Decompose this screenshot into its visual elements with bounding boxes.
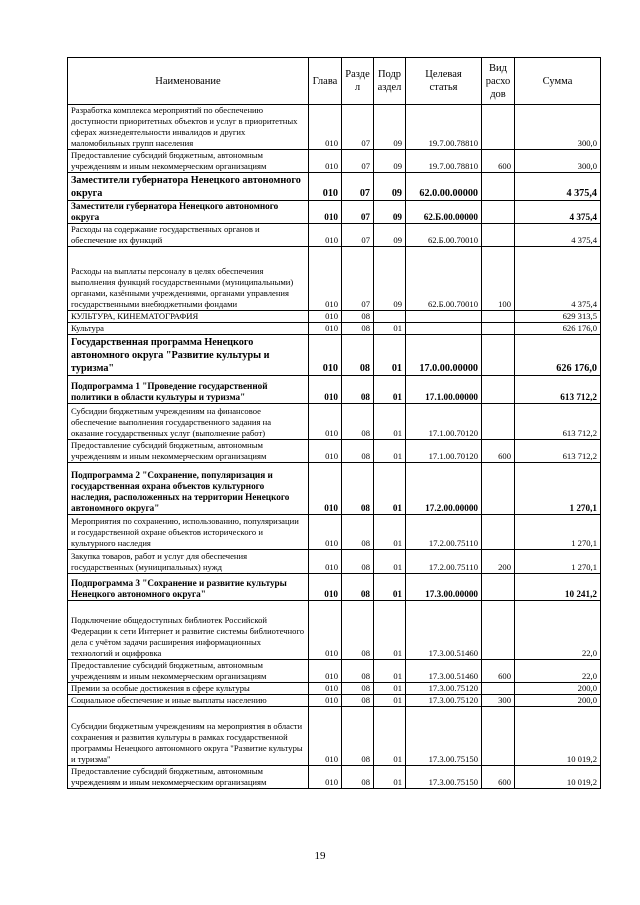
table-row: [68, 440, 601, 463]
cell-target: 17.2.00.00000: [406, 463, 482, 515]
table-row: [68, 683, 601, 695]
cell-target: 17.1.00.70120: [406, 440, 482, 463]
cell-sum: 613 712,2: [515, 404, 601, 440]
cell-podrazdel: 01: [374, 574, 406, 601]
cell-vid: [482, 574, 515, 601]
cell-podrazdel: 01: [374, 463, 406, 515]
cell-vid: [482, 335, 515, 376]
cell-razdel: 08: [342, 707, 374, 766]
table-row: [68, 695, 601, 707]
cell-sum: 4 375,4: [515, 224, 601, 247]
cell-podrazdel: 01: [374, 440, 406, 463]
cell-sum: 10 019,2: [515, 707, 601, 766]
cell-target: 17.3.00.00000: [406, 574, 482, 601]
cell-name: Заместители губернатора Ненецкого автономного округа: [68, 173, 309, 201]
column-header-glava: Глава: [309, 58, 342, 105]
cell-name: Подключение общедоступных библиотек Российской Федерации к сети Интернет и развитие системы библиотечного дела с учётом задачи расширения информационных технологий и оцифровка: [68, 601, 309, 660]
table-row: [68, 515, 601, 550]
table-row: [68, 550, 601, 574]
cell-vid: [482, 683, 515, 695]
cell-vid: 600: [482, 440, 515, 463]
cell-razdel: 08: [342, 440, 374, 463]
cell-sum: 613 712,2: [515, 376, 601, 404]
column-header-target: Целевая статья: [406, 58, 482, 105]
cell-name: Подпрограмма 2 "Сохранение, популяризация и государственная охрана объектов культурного наследия, расположенных на территории Ненецкого автономного округа": [68, 463, 309, 515]
cell-vid: 100: [482, 247, 515, 311]
cell-vid: [482, 463, 515, 515]
cell-vid: [482, 201, 515, 224]
table-row: [68, 201, 601, 224]
cell-glava: 010: [309, 173, 342, 201]
cell-vid: [482, 404, 515, 440]
cell-podrazdel: 01: [374, 404, 406, 440]
cell-podrazdel: 09: [374, 224, 406, 247]
table-header: [68, 58, 601, 105]
cell-glava: 010: [309, 660, 342, 683]
cell-sum: 626 176,0: [515, 323, 601, 335]
cell-podrazdel: 01: [374, 683, 406, 695]
cell-podrazdel: 09: [374, 247, 406, 311]
cell-vid: [482, 601, 515, 660]
table-row: [68, 376, 601, 404]
cell-name: Расходы на содержание государственных органов и обеспечение их функций: [68, 224, 309, 247]
cell-name: Разработка комплекса мероприятий по обеспечению доступности приоритетных объектов и услуг в приоритетных сферах жизнедеятельности инвалидов и других маломобильных групп населения: [68, 105, 309, 150]
cell-podrazdel: 01: [374, 707, 406, 766]
cell-glava: 010: [309, 707, 342, 766]
cell-vid: [482, 224, 515, 247]
cell-sum: 4 375,4: [515, 201, 601, 224]
cell-razdel: 08: [342, 601, 374, 660]
cell-razdel: 08: [342, 463, 374, 515]
cell-name: Премии за особые достижения в сфере культуры: [68, 683, 309, 695]
column-header-name: Наименование: [68, 58, 309, 105]
cell-name: Предоставление субсидий бюджетным, автономным учреждениям и иным некоммерческим организациям: [68, 440, 309, 463]
cell-podrazdel: 09: [374, 201, 406, 224]
cell-razdel: 07: [342, 201, 374, 224]
cell-sum: 629 313,5: [515, 311, 601, 323]
page-number: 19: [314, 850, 326, 862]
cell-podrazdel: 01: [374, 335, 406, 376]
cell-sum: 613 712,2: [515, 440, 601, 463]
cell-target: 17.3.00.75150: [406, 766, 482, 789]
cell-glava: 010: [309, 683, 342, 695]
cell-vid: [482, 376, 515, 404]
cell-sum: 1 270,1: [515, 463, 601, 515]
cell-glava: 010: [309, 766, 342, 789]
cell-razdel: 08: [342, 323, 374, 335]
table-row: [68, 660, 601, 683]
cell-glava: 010: [309, 376, 342, 404]
cell-glava: 010: [309, 150, 342, 173]
cell-name: Подпрограмма 1 "Проведение государственной политики в области культуры и туризма": [68, 376, 309, 404]
cell-target: [406, 323, 482, 335]
cell-target: 17.2.00.75110: [406, 515, 482, 550]
cell-podrazdel: 01: [374, 515, 406, 550]
cell-glava: 010: [309, 201, 342, 224]
cell-name: Социальное обеспечение и иные выплаты населению: [68, 695, 309, 707]
cell-sum: 22,0: [515, 660, 601, 683]
cell-sum: 200,0: [515, 695, 601, 707]
cell-name: Мероприятия по сохранению, использованию, популяризации и государственной охране объектов исторического и культурного наследия: [68, 515, 309, 550]
cell-target: [406, 311, 482, 323]
cell-glava: 010: [309, 335, 342, 376]
budget-table: [67, 57, 601, 789]
cell-target: 19.7.00.78810: [406, 105, 482, 150]
cell-glava: 010: [309, 224, 342, 247]
cell-razdel: 08: [342, 335, 374, 376]
cell-vid: 200: [482, 550, 515, 574]
cell-glava: 010: [309, 440, 342, 463]
cell-vid: [482, 173, 515, 201]
table-row: [68, 463, 601, 515]
cell-target: 17.0.00.00000: [406, 335, 482, 376]
cell-glava: 010: [309, 601, 342, 660]
cell-razdel: 08: [342, 660, 374, 683]
cell-podrazdel: 09: [374, 105, 406, 150]
cell-target: 17.3.00.75120: [406, 695, 482, 707]
cell-target: 62.Б.00.70010: [406, 224, 482, 247]
cell-podrazdel: 01: [374, 550, 406, 574]
cell-vid: 600: [482, 660, 515, 683]
cell-name: Расходы на выплаты персоналу в целях обеспечения выполнения функций государственными (муниципальными) органами, казёнными учреждениями, органами управления государственными внебюджетными фондами: [68, 247, 309, 311]
cell-name: Культура: [68, 323, 309, 335]
cell-sum: 22,0: [515, 601, 601, 660]
cell-vid: 300: [482, 695, 515, 707]
cell-vid: [482, 707, 515, 766]
cell-razdel: 07: [342, 173, 374, 201]
cell-vid: [482, 323, 515, 335]
cell-name: Подпрограмма 3 "Сохранение и развитие культуры Ненецкого автономного округа": [68, 574, 309, 601]
cell-podrazdel: 01: [374, 766, 406, 789]
cell-sum: 626 176,0: [515, 335, 601, 376]
table-row: [68, 335, 601, 376]
cell-razdel: 08: [342, 695, 374, 707]
cell-podrazdel: 09: [374, 150, 406, 173]
column-header-vid: Вид расхо дов: [482, 58, 515, 105]
cell-razdel: 07: [342, 105, 374, 150]
cell-name: Предоставление субсидий бюджетным, автономным учреждениям и иным некоммерческим организациям: [68, 766, 309, 789]
cell-target: 17.1.00.00000: [406, 376, 482, 404]
cell-sum: 300,0: [515, 105, 601, 150]
cell-vid: 600: [482, 150, 515, 173]
cell-name: КУЛЬТУРА, КИНЕМАТОГРАФИЯ: [68, 311, 309, 323]
cell-target: 17.3.00.75150: [406, 707, 482, 766]
table-row: [68, 404, 601, 440]
cell-glava: 010: [309, 550, 342, 574]
cell-glava: 010: [309, 695, 342, 707]
cell-target: 19.7.00.78810: [406, 150, 482, 173]
table-row: [68, 247, 601, 311]
cell-podrazdel: 01: [374, 376, 406, 404]
table-row: [68, 323, 601, 335]
cell-name: Заместители губернатора Ненецкого автономного округа: [68, 201, 309, 224]
cell-name: Субсидии бюджетным учреждениям на мероприятия в области сохранения и развития культуры в рамках государственной программы Ненецкого автономного округа "Развитие культуры и туризма": [68, 707, 309, 766]
cell-glava: 010: [309, 105, 342, 150]
cell-glava: 010: [309, 515, 342, 550]
cell-name: Субсидии бюджетным учреждениям на финансовое обеспечение выполнения государственного задания на оказание государственных услуг (выполнение работ): [68, 404, 309, 440]
cell-target: 17.2.00.75110: [406, 550, 482, 574]
cell-podrazdel: 01: [374, 660, 406, 683]
cell-glava: 010: [309, 463, 342, 515]
cell-podrazdel: 09: [374, 173, 406, 201]
cell-vid: [482, 105, 515, 150]
table-row: [68, 707, 601, 766]
cell-razdel: 08: [342, 574, 374, 601]
column-header-podrazdel: Подр аздел: [374, 58, 406, 105]
table-row: [68, 766, 601, 789]
cell-target: 17.1.00.70120: [406, 404, 482, 440]
cell-razdel: 08: [342, 311, 374, 323]
cell-target: 17.3.00.51460: [406, 660, 482, 683]
cell-sum: 200,0: [515, 683, 601, 695]
cell-razdel: 08: [342, 683, 374, 695]
table-row: [68, 105, 601, 150]
cell-name: Предоставление субсидий бюджетным, автономным учреждениям и иным некоммерческим организациям: [68, 660, 309, 683]
cell-podrazdel: 01: [374, 323, 406, 335]
cell-glava: 010: [309, 323, 342, 335]
cell-sum: 4 375,4: [515, 247, 601, 311]
table-row: [68, 150, 601, 173]
cell-target: 17.3.00.75120: [406, 683, 482, 695]
table-row: [68, 574, 601, 601]
cell-target: 62.Б.00.00000: [406, 201, 482, 224]
cell-razdel: 08: [342, 550, 374, 574]
cell-razdel: 08: [342, 515, 374, 550]
cell-target: 62.0.00.00000: [406, 173, 482, 201]
cell-podrazdel: 01: [374, 601, 406, 660]
cell-podrazdel: 01: [374, 695, 406, 707]
cell-glava: 010: [309, 404, 342, 440]
cell-name: Закупка товаров, работ и услуг для обеспечения государственных (муниципальных) нужд: [68, 550, 309, 574]
cell-sum: 1 270,1: [515, 515, 601, 550]
cell-sum: 300,0: [515, 150, 601, 173]
cell-glava: 010: [309, 574, 342, 601]
cell-glava: 010: [309, 311, 342, 323]
cell-razdel: 08: [342, 766, 374, 789]
table-row: [68, 601, 601, 660]
cell-target: 17.3.00.51460: [406, 601, 482, 660]
cell-name: Предоставление субсидий бюджетным, автономным учреждениям и иным некоммерческим организациям: [68, 150, 309, 173]
cell-razdel: 07: [342, 224, 374, 247]
cell-vid: 600: [482, 766, 515, 789]
cell-razdel: 07: [342, 247, 374, 311]
cell-vid: [482, 515, 515, 550]
cell-sum: 10 241,2: [515, 574, 601, 601]
cell-glava: 010: [309, 247, 342, 311]
table-row: [68, 311, 601, 323]
table-row: [68, 224, 601, 247]
table-body: [68, 105, 601, 789]
cell-sum: 1 270,1: [515, 550, 601, 574]
cell-target: 62.Б.00.70010: [406, 247, 482, 311]
cell-razdel: 08: [342, 404, 374, 440]
table-row: [68, 173, 601, 201]
column-header-razdel: Разде л: [342, 58, 374, 105]
column-header-sum: Сумма: [515, 58, 601, 105]
cell-razdel: 07: [342, 150, 374, 173]
cell-vid: [482, 311, 515, 323]
cell-podrazdel: [374, 311, 406, 323]
cell-name: Государственная программа Ненецкого автономного округа "Развитие культуры и туризма": [68, 335, 309, 376]
cell-sum: 10 019,2: [515, 766, 601, 789]
cell-sum: 4 375,4: [515, 173, 601, 201]
cell-razdel: 08: [342, 376, 374, 404]
